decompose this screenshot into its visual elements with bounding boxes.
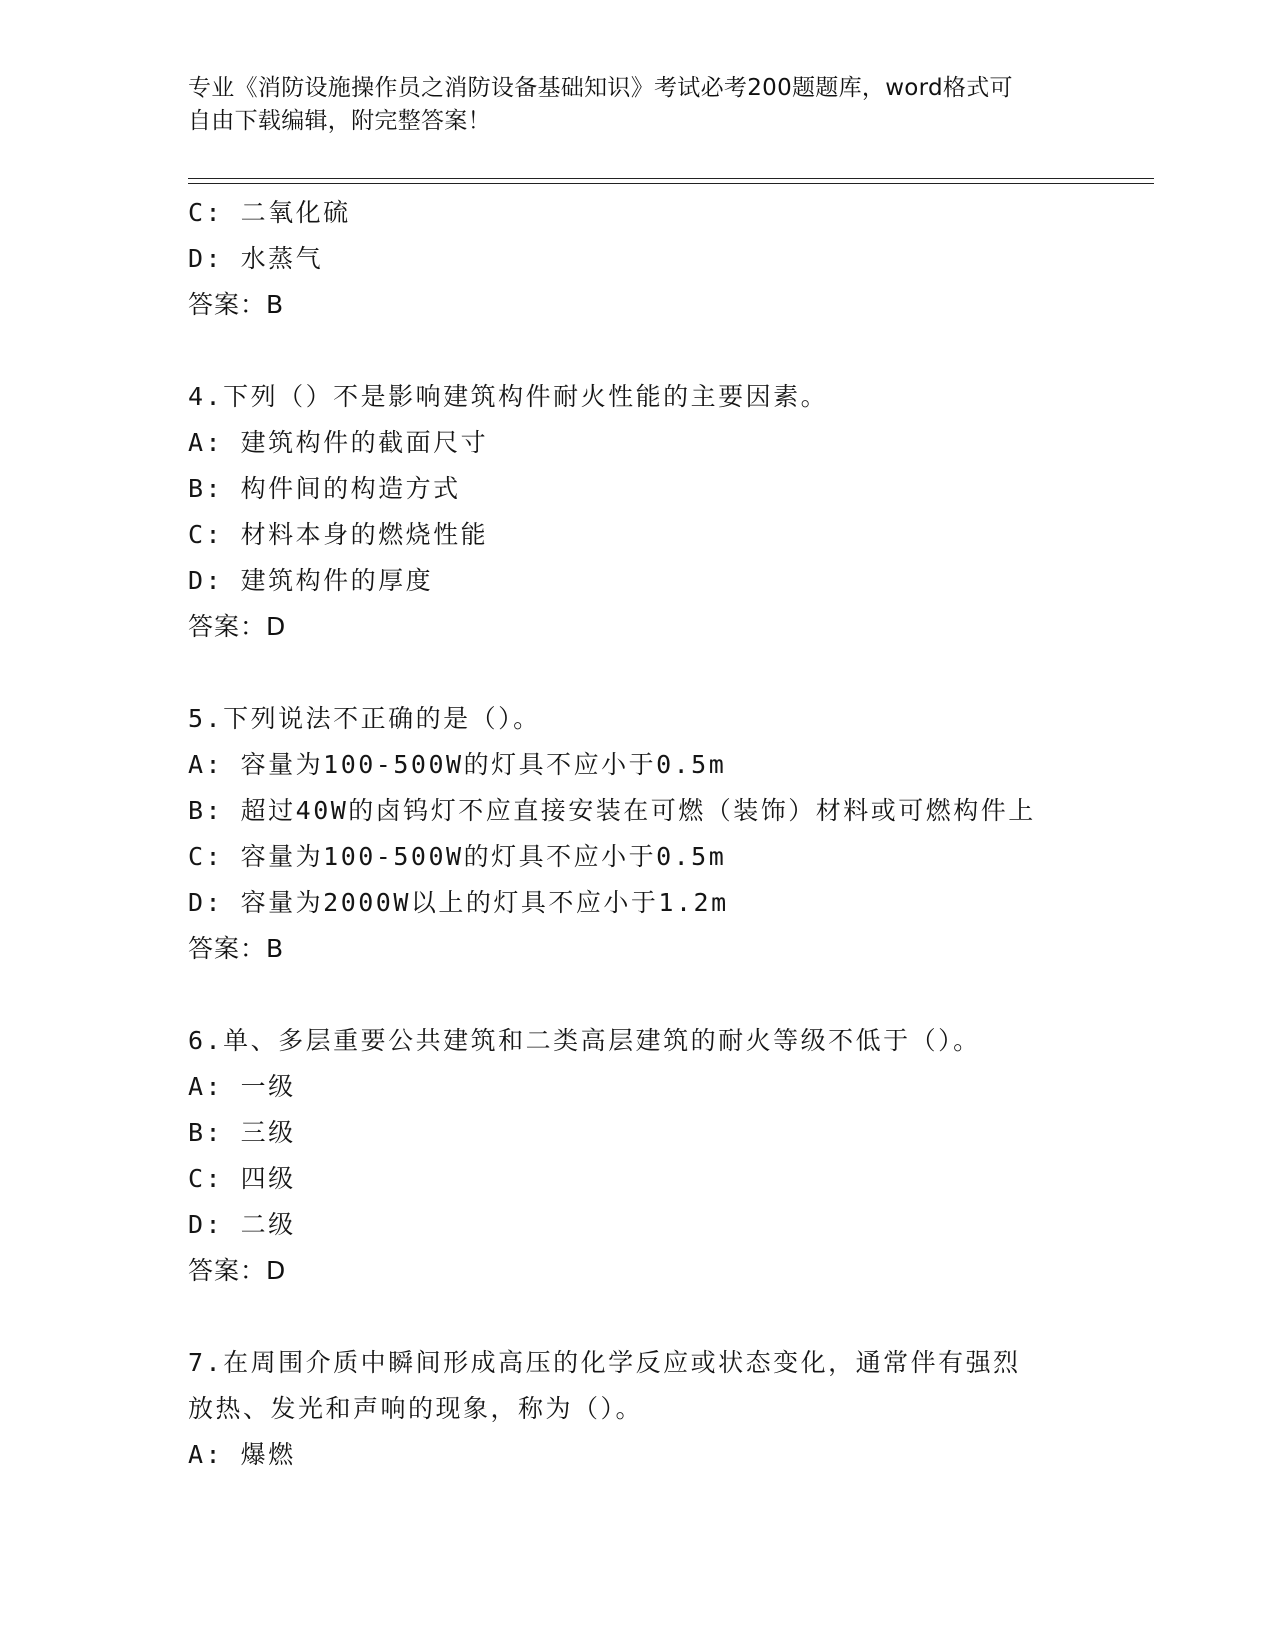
block-spacer <box>188 650 1148 696</box>
block-spacer <box>188 972 1148 1018</box>
block-spacer <box>188 328 1148 374</box>
question-text: 4.下列（）不是影响建筑构件耐火性能的主要因素。 <box>188 382 829 411</box>
answer-text: 答案：D <box>188 612 287 641</box>
option-text: B: 超过40W的卤钨灯不应直接安装在可燃（装饰）材料或可燃构件上 <box>188 796 1036 825</box>
answer-text: 答案：D <box>188 1256 287 1285</box>
question-list <box>188 190 1148 1478</box>
question-block <box>188 374 1148 650</box>
answer-text: 答案：B <box>188 934 285 963</box>
option-text: D: 建筑构件的厚度 <box>188 566 434 595</box>
question-block <box>188 696 1148 972</box>
question-text: 5.下列说法不正确的是（）。 <box>188 704 541 733</box>
document-header <box>188 72 1088 138</box>
option-text: D: 二级 <box>188 1210 296 1239</box>
option-text: D: 容量为2000W以上的灯具不应小于1.2m <box>188 888 729 917</box>
question-text: 7.在周围介质中瞬间形成高压的化学反应或状态变化，通常伴有强烈 <box>188 1348 1021 1377</box>
question-block <box>188 1018 1148 1294</box>
header-line-1: 专业《消防设施操作员之消防设备基础知识》考试必考200题题库，word格式可 <box>188 75 1013 101</box>
option-text: C: 二氧化硫 <box>188 198 351 227</box>
option-text: A: 爆燃 <box>188 1440 296 1469</box>
option-text: D: 水蒸气 <box>188 244 324 273</box>
option-text: A: 建筑构件的截面尺寸 <box>188 428 489 457</box>
option-text: A: 一级 <box>188 1072 296 1101</box>
header-rule-top <box>188 178 1154 179</box>
question-text: 6.单、多层重要公共建筑和二类高层建筑的耐火等级不低于（）。 <box>188 1026 981 1055</box>
question-text: 放热、发光和声响的现象，称为（）。 <box>188 1394 644 1423</box>
answer-text: 答案：B <box>188 290 285 319</box>
option-text: C: 四级 <box>188 1164 296 1193</box>
option-text: A: 容量为100-500W的灯具不应小于0.5m <box>188 750 727 779</box>
option-text: C: 材料本身的燃烧性能 <box>188 520 489 549</box>
block-spacer <box>188 1294 1148 1340</box>
header-line-2: 自由下载编辑，附完整答案！ <box>188 108 491 134</box>
option-text: B: 三级 <box>188 1118 296 1147</box>
question-block <box>188 190 1148 328</box>
header-rule-bottom <box>188 183 1154 184</box>
option-text: B: 构件间的构造方式 <box>188 474 461 503</box>
question-block <box>188 1340 1148 1478</box>
option-text: C: 容量为100-500W的灯具不应小于0.5m <box>188 842 727 871</box>
